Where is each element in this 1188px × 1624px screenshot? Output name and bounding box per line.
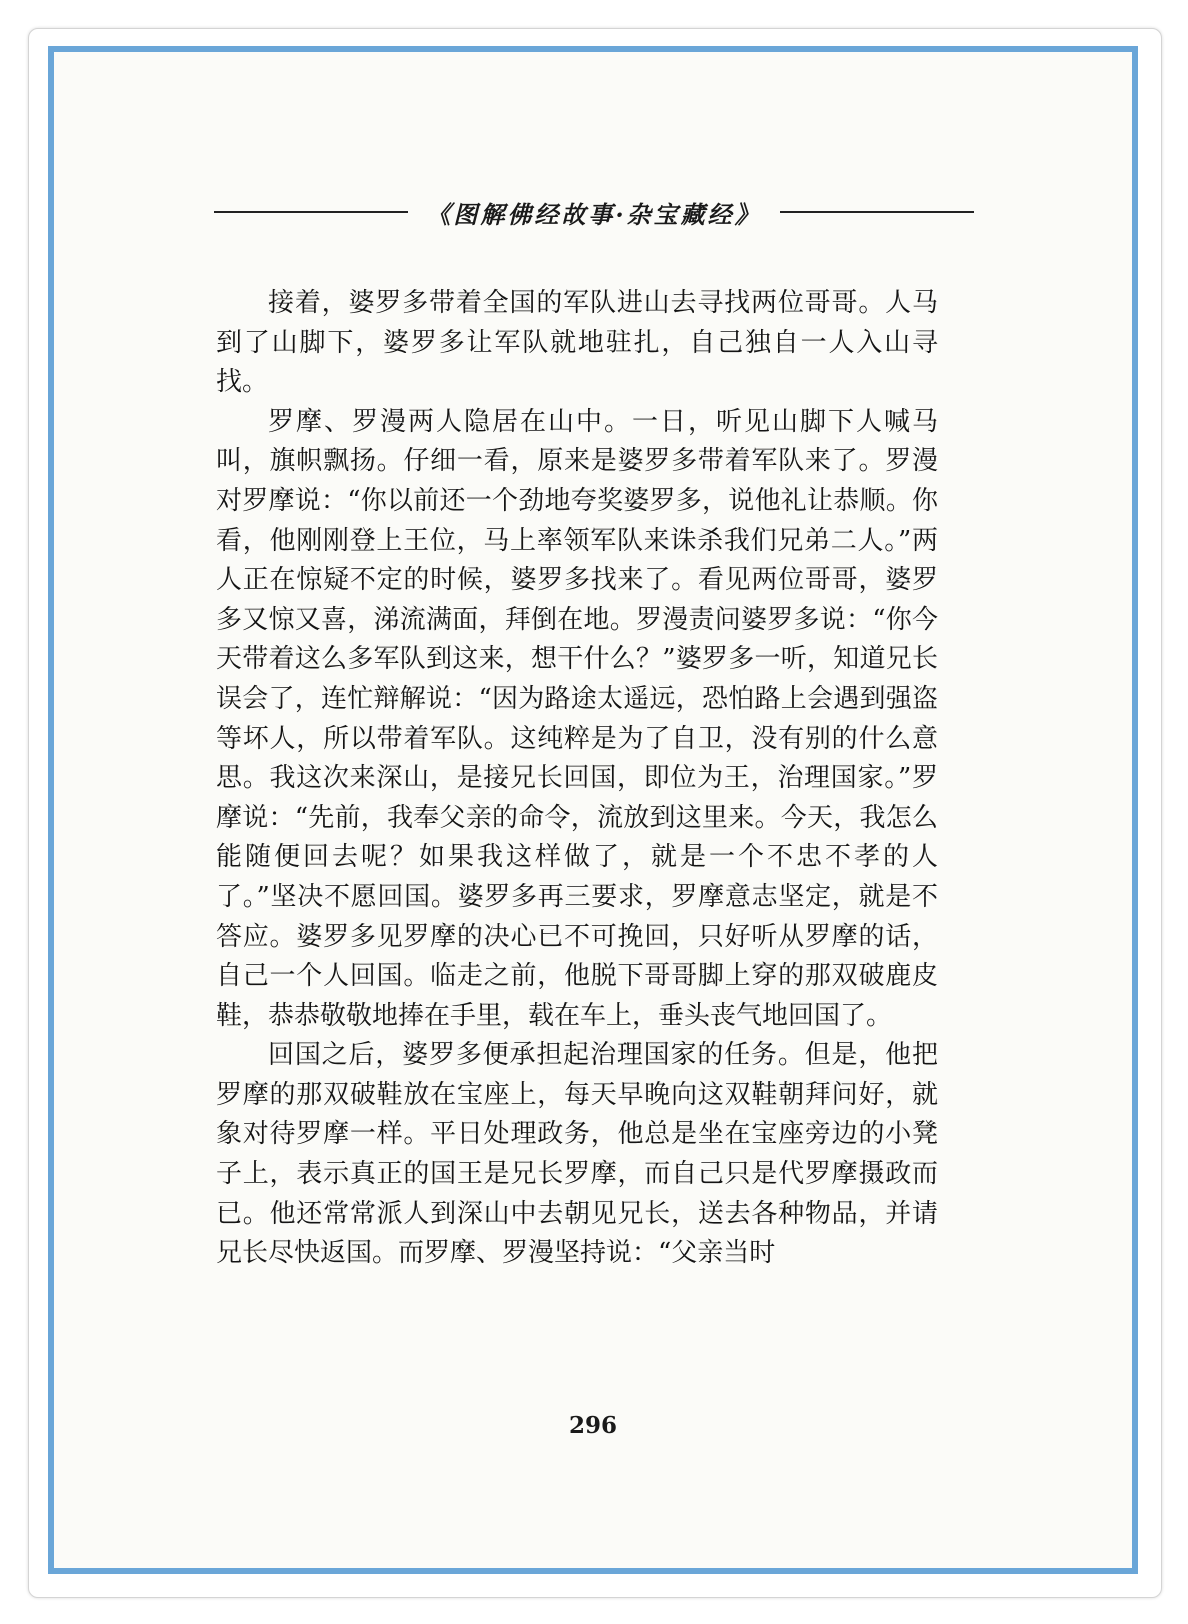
- header-rule-left: [214, 211, 408, 213]
- page-frame: [48, 46, 1138, 1574]
- book-page: [54, 52, 1132, 1568]
- paragraph: 接着，婆罗多带着全国的军队进山去寻找两位哥哥。人马到了山脚下，婆罗多让军队就地驻扎，自己独自一人入山寻找。: [216, 288, 938, 398]
- body-text: [216, 284, 938, 1274]
- paragraph: 罗摩、罗漫两人隐居在山中。一日，听见山脚下人喊马叫，旗帜飘扬。仔细一看，原来是婆罗多带着军队来了。罗漫对罗摩说：“你以前还一个劲地夸奖婆罗多，说他礼让恭顺。你看，他刚刚登上王位，马上率领军队来诛杀我们兄弟二人。”两人正在惊疑不定的时候，婆罗多找来了。看见两位哥哥，婆罗多又惊又喜，涕流满面，拜倒在地。罗漫责问婆罗多说：“你今天带着这么多军队到这来，想干什么？”婆罗多一听，知道兄长误会了，连忙辩解说：“因为路途太遥远，恐怕路上会遇到强盗等坏人，所以带着军队。这纯粹是为了自卫，没有别的什么意思。我这次来深山，是接兄长回国，即位为王，治理国家。”罗摩说：“先前，我奉父亲的命令，流放到这里来。今天，我怎么能随便回去呢？如果我这样做了，就是一个不忠不孝的人了。”坚决不愿回国。婆罗多再三要求，罗摩意志坚定，就是不答应。婆罗多见罗摩的决心已不可挽回，只好听从罗摩的话，自己一个人回国。临走之前，他脱下哥哥脚上穿的那双破鹿皮鞋，恭恭敬敬地捧在手里，载在车上，垂头丧气地回国了。: [216, 406, 938, 1031]
- page-number: 296: [568, 1412, 617, 1439]
- header-title: 《图解佛经故事·杂宝藏经》: [426, 199, 762, 229]
- paragraph: 回国之后，婆罗多便承担起治理国家的任务。但是，他把罗摩的那双破鞋放在宝座上，每天早晚向这双鞋朝拜问好，就象对待罗摩一样。平日处理政务，他总是坐在宝座旁边的小凳子上，表示真正的国王是兄长罗摩，而自己只是代罗摩摄政而已。他还常常派人到深山中去朝见兄长，送去各种物品，并请兄长尽快返国。而罗摩、罗漫坚持说：“父亲当时: [216, 1040, 938, 1269]
- header-rule-right: [780, 211, 974, 213]
- running-header: [214, 197, 974, 227]
